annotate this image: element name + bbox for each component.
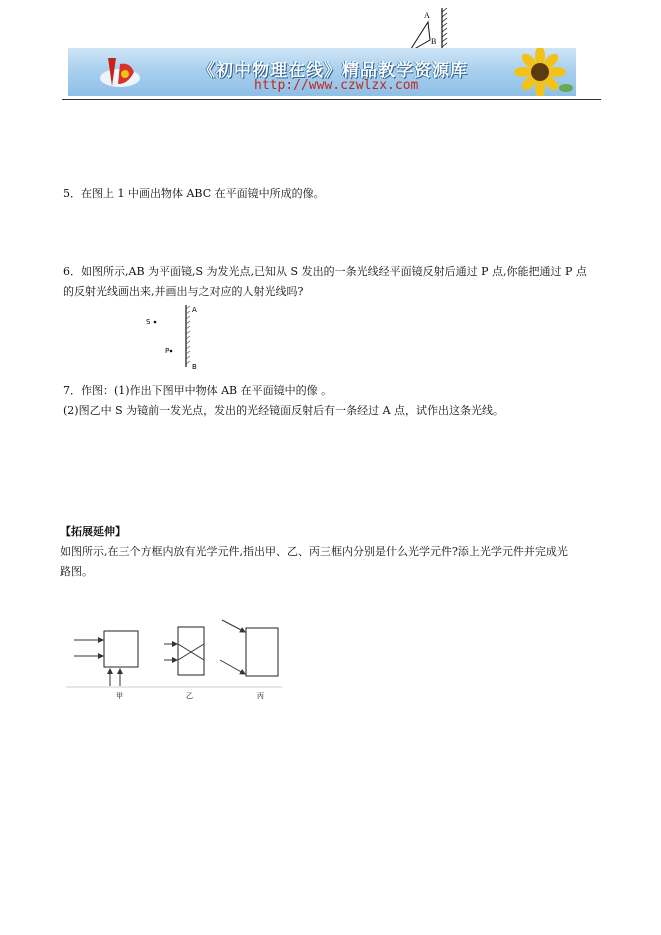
box-label-yi: 乙 — [186, 692, 193, 700]
box-label-jia: 甲 — [116, 692, 123, 700]
question-6-line-2: 的反射光线画出来,并画出与之对应的人射光线吗? — [63, 285, 304, 298]
extension-line-2: 路图。 — [60, 565, 93, 578]
extension-heading: 【拓展延伸】 — [60, 525, 126, 538]
box-jia — [74, 631, 138, 686]
header-divider — [62, 99, 601, 100]
header-banner — [68, 48, 576, 96]
q6-label-a: A — [192, 306, 197, 314]
optical-boxes-figure — [66, 616, 286, 704]
question-7-line-1: 7．作图：(1)作出下图甲中物体 AB 在平面镜中的像 。 — [63, 384, 333, 397]
figure-label-a: A — [424, 11, 430, 20]
question-7-line-2: (2)图乙中 S 为镜前一发光点，发出的光经镜面反射后有一条经过 A 点，试作出这条光线。 — [63, 404, 505, 417]
banner-title: 《初中物理在线》精品教学资源库 — [198, 61, 468, 81]
q6-label-s: S — [146, 318, 151, 326]
q6-label-p: P — [165, 347, 170, 355]
box-bing — [220, 620, 278, 676]
question-6-line-1: 6．如图所示,AB 为平面镜,S 为发光点,已知从 S 发出的一条光线经平面镜反射后通过 P 点,你能把通过 P 点 — [63, 265, 587, 278]
question-5: 5．在图上 1 中画出物体 ABC 在平面镜中所成的像。 — [63, 187, 325, 200]
sunflower-icon — [500, 48, 576, 96]
extension-line-1: 如图所示,在三个方框内放有光学元件,指出甲、乙、丙三框内分别是什么光学元件?添上光学元件并完成光 — [60, 545, 568, 558]
q6-mirror-figure — [140, 303, 210, 371]
banner-url[interactable]: http://www.czwlzx.com — [254, 78, 419, 93]
q6-label-b: B — [192, 363, 197, 371]
site-logo-icon — [98, 54, 142, 92]
box-yi — [164, 627, 204, 675]
figure-label-b: B — [431, 37, 437, 46]
box-label-bing: 丙 — [257, 692, 264, 700]
